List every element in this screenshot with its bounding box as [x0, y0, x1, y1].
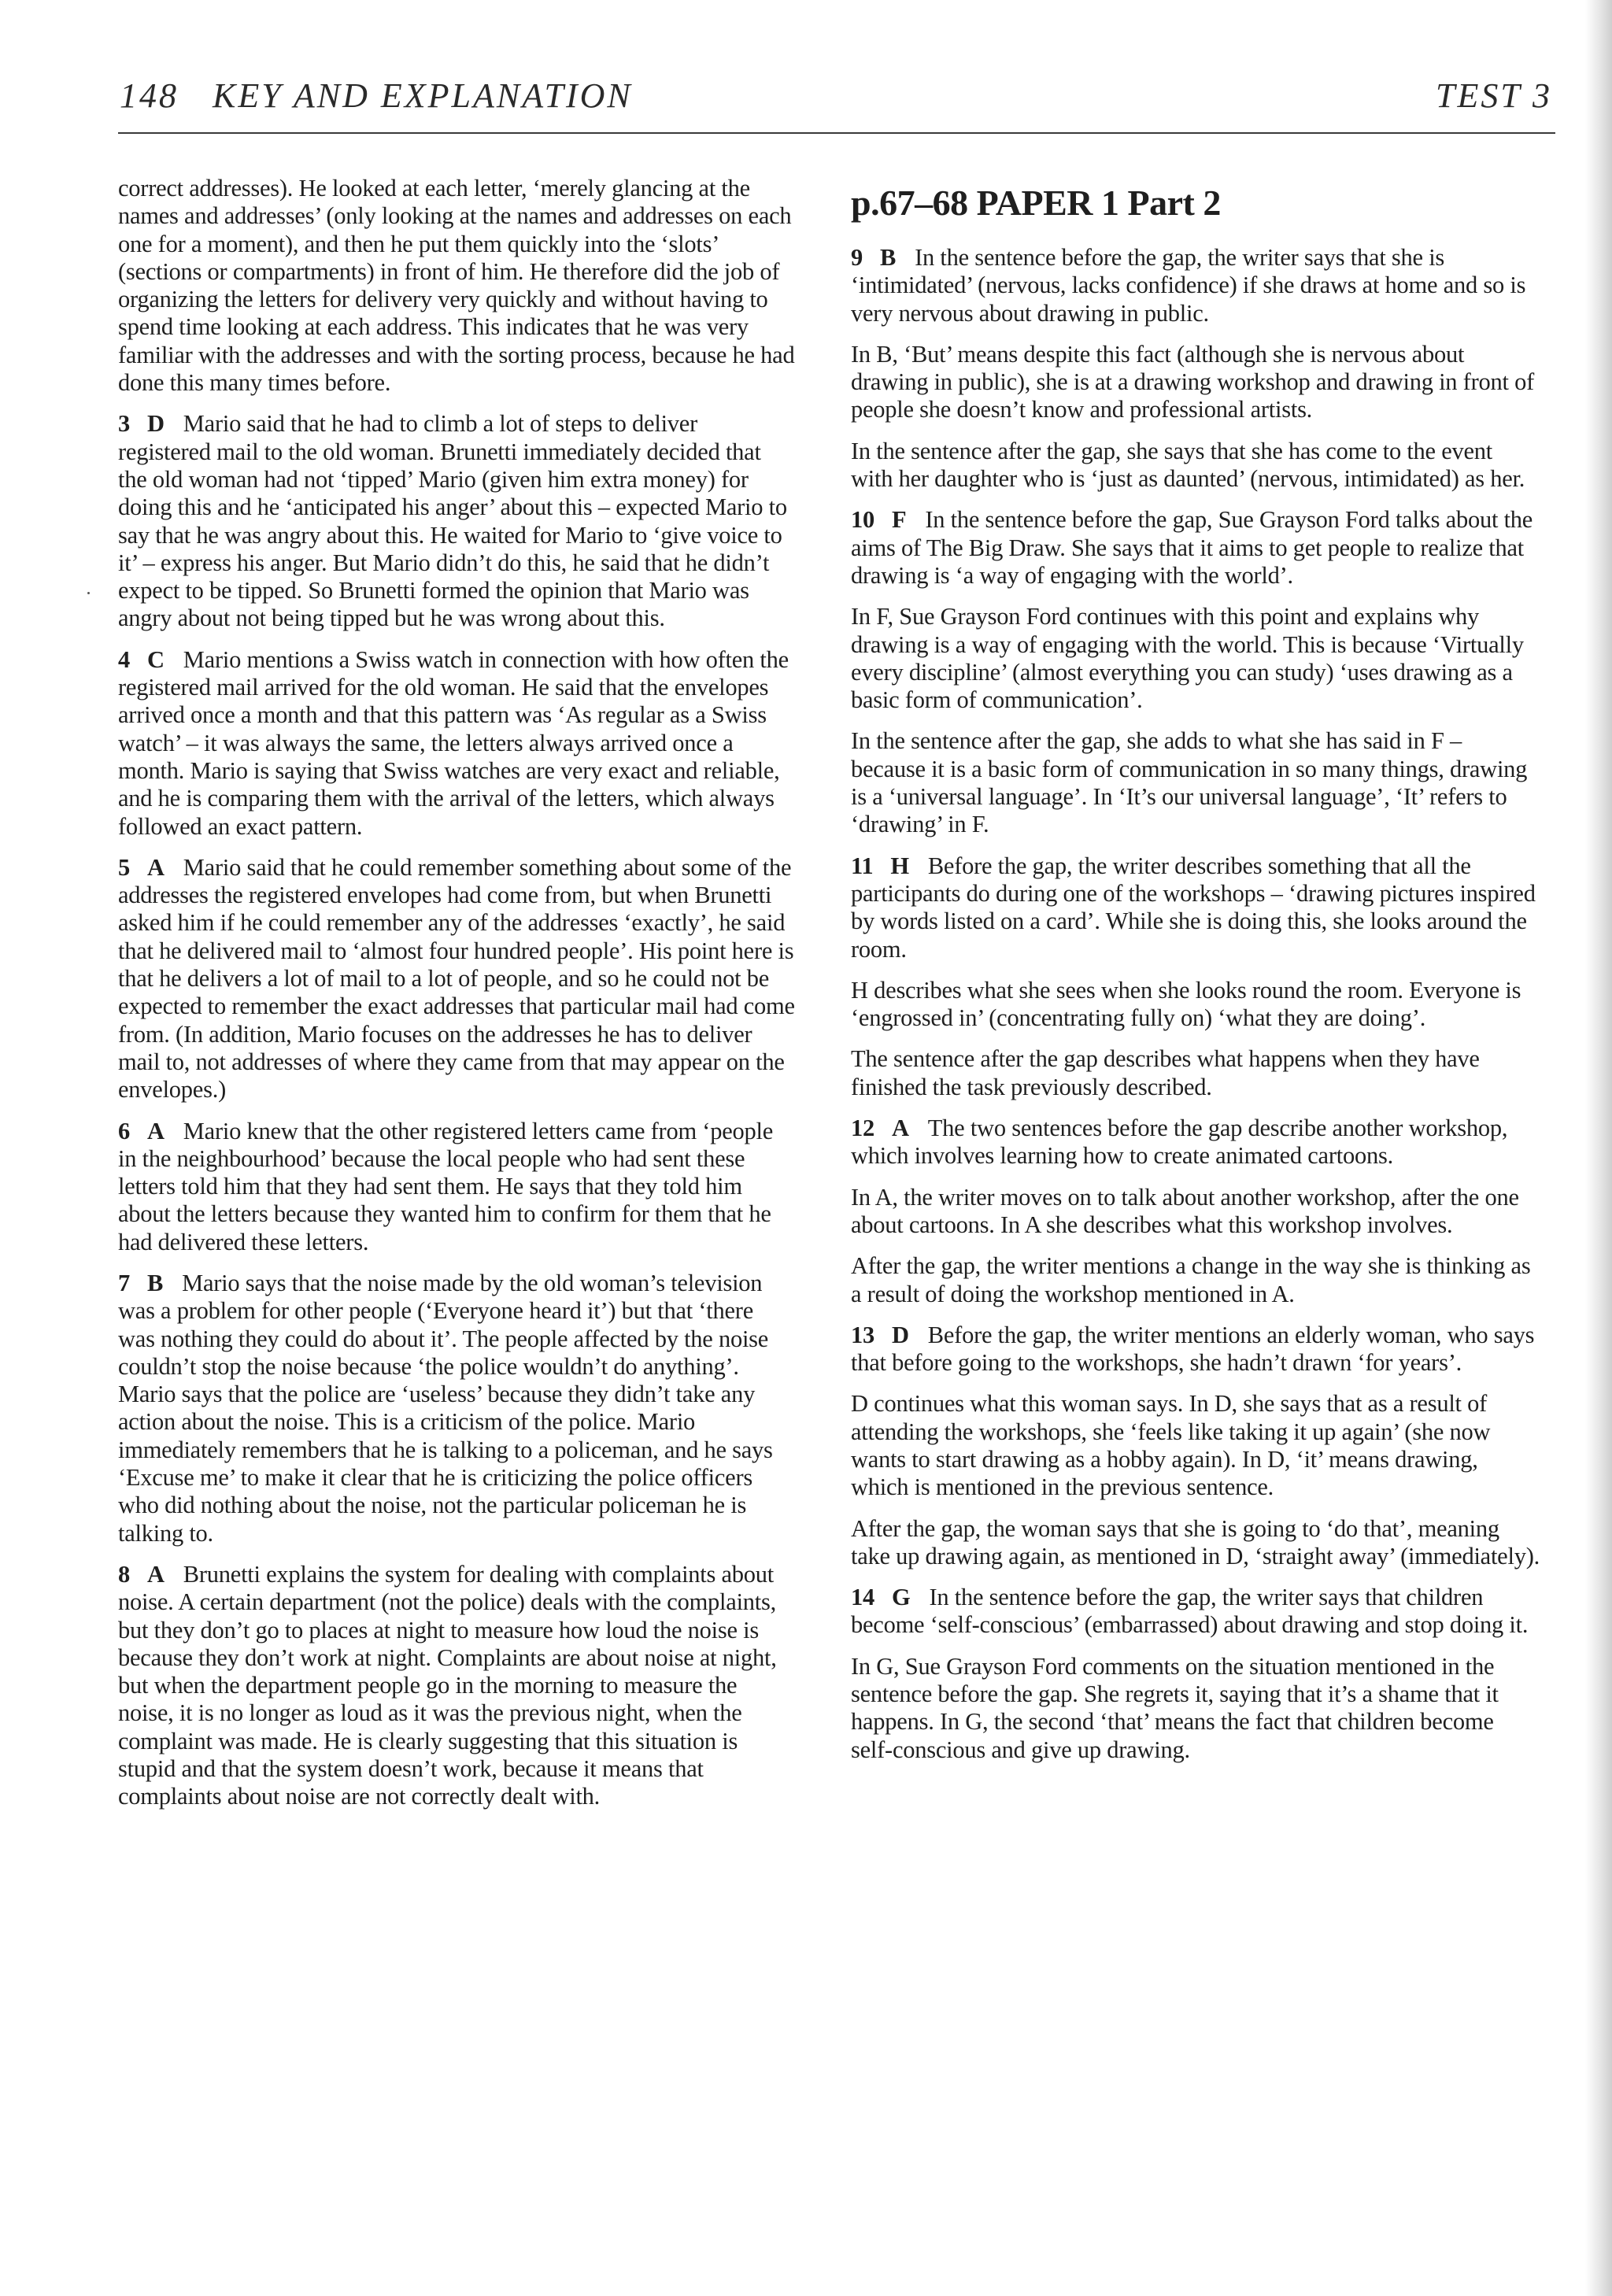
answer-item	[118, 854, 795, 1104]
paragraph: correct addresses). He looked at each letter, ‘merely glancing at the names and addresses’ (only looking at the names and addresses on each one for a moment), and then he put them quickly into the ‘slots’ (sections or compartments) in front of him. He therefore did the job of organizing the letters for delivery very quickly and without having to spend time looking at each address. This indicates that he was very familiar with the addresses and with the sorting process, because he had done this many times before.	[118, 175, 795, 397]
section-title: KEY AND EXPLANATION	[213, 76, 633, 115]
answer-text: Mario said that he had to climb a lot of steps to deliver registered mail to the old woman. Brunetti immediately decided that the old woman had not ‘tipped’ Mario (given him extra money) for doing this and he ‘anticipated his anger’ about this – expected Mario to say that he was angry about this. He waited for Mario to ‘give voice to it’ – express his anger. But Mario didn’t do this, he said that he didn’t expect to be tipped. So Brunetti formed the opinion that Mario was angry about not being tipped but he was wrong about this.	[118, 410, 787, 632]
answer-letter: D	[147, 410, 165, 438]
question-number: 7	[118, 1269, 130, 1296]
question-number: 12	[851, 1115, 874, 1142]
answer-letter: C	[147, 645, 165, 673]
answer-item	[118, 1270, 795, 1547]
question-number: 4	[118, 645, 130, 673]
answer-text: In the sentence before the gap, the writer says that she is ‘intimidated’ (nervous, lacks confidence) if she draws at home and so is very nervous about drawing in public.	[851, 244, 1526, 327]
question-number: 5	[118, 853, 130, 881]
answer-item	[851, 1115, 1540, 1170]
paragraph: In G, Sue Grayson Ford comments on the situation mentioned in the sentence before the gap. She regrets it, saying that it’s a shame that it happens. In G, the second ‘that’ means the fact that children become self-conscious and give up drawing.	[851, 1652, 1499, 1763]
answer-item	[851, 852, 1540, 963]
answer-item	[118, 646, 795, 841]
answer-letter: A	[147, 1560, 165, 1588]
answer-text: Before the gap, the writer mentions an elderly woman, who says that before going to the workshops, she hadn’t drawn ‘for years’.	[851, 1321, 1535, 1377]
answer-item	[118, 410, 795, 632]
answer-text: Mario mentions a Swiss watch in connection with how often the registered mail arrived for the old woman. He said that the envelopes arrived once a month and that this pattern was ‘As regular as a Swiss watch’ – it was always the same, the letters always arrived once a month. Mario is saying that Swiss watches are very exact and reliable, and he is comparing them with the arrival of the letters, which always followed an exact pattern.	[118, 645, 789, 840]
answer-text: Mario says that the noise made by the old woman’s television was a problem for other people (‘Everyone heard it’) but that ‘there was nothing they could do about it’. The people affected by the noise couldn’t stop the noise because ‘the police wouldn’t do anything’. Mario says that the police are ‘useless’ because they didn’t take any action about the noise. This is a criticism of the police. Mario immediately remembers that he is talking to a policeman, and he says ‘Excuse me’ to make it clear that he is criticizing the police officers who did nothing about the noise, not the particular policeman he is talking to.	[118, 1269, 773, 1547]
answer-letter: B	[880, 244, 897, 271]
answer-item	[851, 506, 1540, 590]
answer-letter: B	[147, 1269, 164, 1296]
question-number: 6	[118, 1117, 130, 1144]
answer-letter: A	[892, 1115, 909, 1142]
question-number: 11	[851, 852, 874, 879]
page-number: 148	[120, 76, 179, 115]
paragraph: D continues what this woman says. In D, she says that as a result of attending the workshops, she ‘feels like taking it up again’ (she now wants to start drawing as a hobby again). In D, ‘it’ means drawing, which is mentioned in the previous sentence.	[851, 1390, 1491, 1501]
question-number: 8	[118, 1560, 130, 1588]
question-number: 10	[851, 506, 874, 534]
answer-item	[118, 1118, 795, 1256]
paragraph: In the sentence after the gap, she adds to what she has said in F – because it is a basic form of communication in so many things, drawing is a ‘universal language’. In ‘It’s our universal language’, ‘It’ refers to ‘drawing’ in F.	[851, 727, 1528, 838]
paragraph: The sentence after the gap describes what happens when they have finished the task previously described.	[851, 1045, 1480, 1100]
answer-item	[118, 1561, 795, 1811]
paragraph: After the gap, the writer mentions a change in the way she is thinking as a result of doing the workshop mentioned in A.	[851, 1252, 1531, 1307]
answer-text: The two sentences before the gap describe another workshop, which involves learning how to create animated cartoons.	[851, 1115, 1508, 1170]
answer-text: Mario said that he could remember something about some of the addresses the registered envelopes had come from, but when Brunetti asked him if he could remember any of the addresses ‘exactly’, he said that he delivered mail to ‘almost four hundred people’. His point here is that he delivers a lot of mail to a lot of people, and so he could not be expected to remember the exact addresses that particular mail had come from. (In addition, Mario focuses on the addresses he has to deliver mail to, not addresses of where they came from that may appear on the envelopes.)	[118, 853, 795, 1104]
page-header	[120, 76, 1552, 123]
header-rule	[118, 132, 1555, 134]
question-number: 13	[851, 1321, 874, 1348]
right-column	[851, 175, 1540, 1777]
paragraph: After the gap, the woman says that she is going to ‘do that’, meaning take up drawing again, as mentioned in D, ‘straight away’ (immediately).	[851, 1514, 1540, 1569]
answer-item	[851, 1584, 1540, 1640]
section-heading: p.67–68 PAPER 1 Part 2	[851, 183, 1221, 223]
answer-text: Mario knew that the other registered letters came from ‘people in the neighbourhood’ because the local people who had sent these letters told him that they had sent them. He says that they told him about the letters because they wanted him to confirm for them that he had delivered these letters.	[118, 1117, 774, 1255]
answer-text: In the sentence before the gap, the writer says that children become ‘self-conscious’ (embarrassed) about drawing and stop doing it.	[851, 1584, 1529, 1639]
answer-text: In the sentence before the gap, Sue Grayson Ford talks about the aims of The Big Draw. She says that it aims to get people to realize that drawing is ‘a way of engaging with the world’.	[851, 506, 1533, 589]
paragraph: In F, Sue Grayson Ford continues with this point and explains why drawing is a way of engaging with the world. This is because ‘Virtually every discipline’ (almost everything you can study) ‘uses drawing as a basic form of communication’.	[851, 603, 1524, 714]
test-label: TEST 3	[1435, 76, 1552, 115]
paragraph: In B, ‘But’ means despite this fact (although she is nervous about drawing in public), she is at a drawing workshop and drawing in front of people she doesn’t know and professional artists.	[851, 340, 1535, 423]
paragraph: H describes what she sees when she looks round the room. Everyone is ‘engrossed in’ (concentrating fully on) ‘what they are doing’.	[851, 976, 1521, 1032]
answer-letter: A	[147, 1117, 165, 1144]
left-column	[118, 175, 795, 1825]
answer-item	[851, 244, 1540, 327]
paragraph: In A, the writer moves on to talk about another workshop, after the one about cartoons. In A she describes what this workshop involves.	[851, 1183, 1519, 1238]
answer-letter: F	[892, 506, 907, 534]
page-edge-shadow	[1585, 0, 1612, 2296]
answer-item	[851, 1322, 1540, 1377]
question-number: 14	[851, 1584, 874, 1611]
answer-letter: A	[147, 853, 165, 881]
answer-text: Before the gap, the writer describes something that all the participants do during one of the workshops – ‘drawing pictures inspired by words listed on a card’. While she is doing this, she looks around the room.	[851, 852, 1536, 963]
answer-letter: H	[890, 852, 909, 879]
question-number: 9	[851, 244, 863, 271]
stray-mark	[87, 592, 90, 594]
question-number: 3	[118, 410, 130, 438]
answer-letter: D	[892, 1321, 909, 1348]
answer-text: Brunetti explains the system for dealing with complaints about noise. A certain department (not the police) deals with the complaints, but they don’t go to places at night to measure how loud the noise is because they don’t work at night. Complaints are about noise at night, but when the department people go in the morning to measure the noise, it is no longer as loud as it was the previous night, when the complaint was made. He is clearly suggesting that this situation is stupid and that the system doesn’t work, because it means that complaints about noise are not correctly dealt with.	[118, 1560, 777, 1810]
paragraph: In the sentence after the gap, she says that she has come to the event with her daughter who is ‘just as daunted’ (nervous, intimidated) as her.	[851, 437, 1525, 493]
answer-letter: G	[892, 1584, 911, 1611]
